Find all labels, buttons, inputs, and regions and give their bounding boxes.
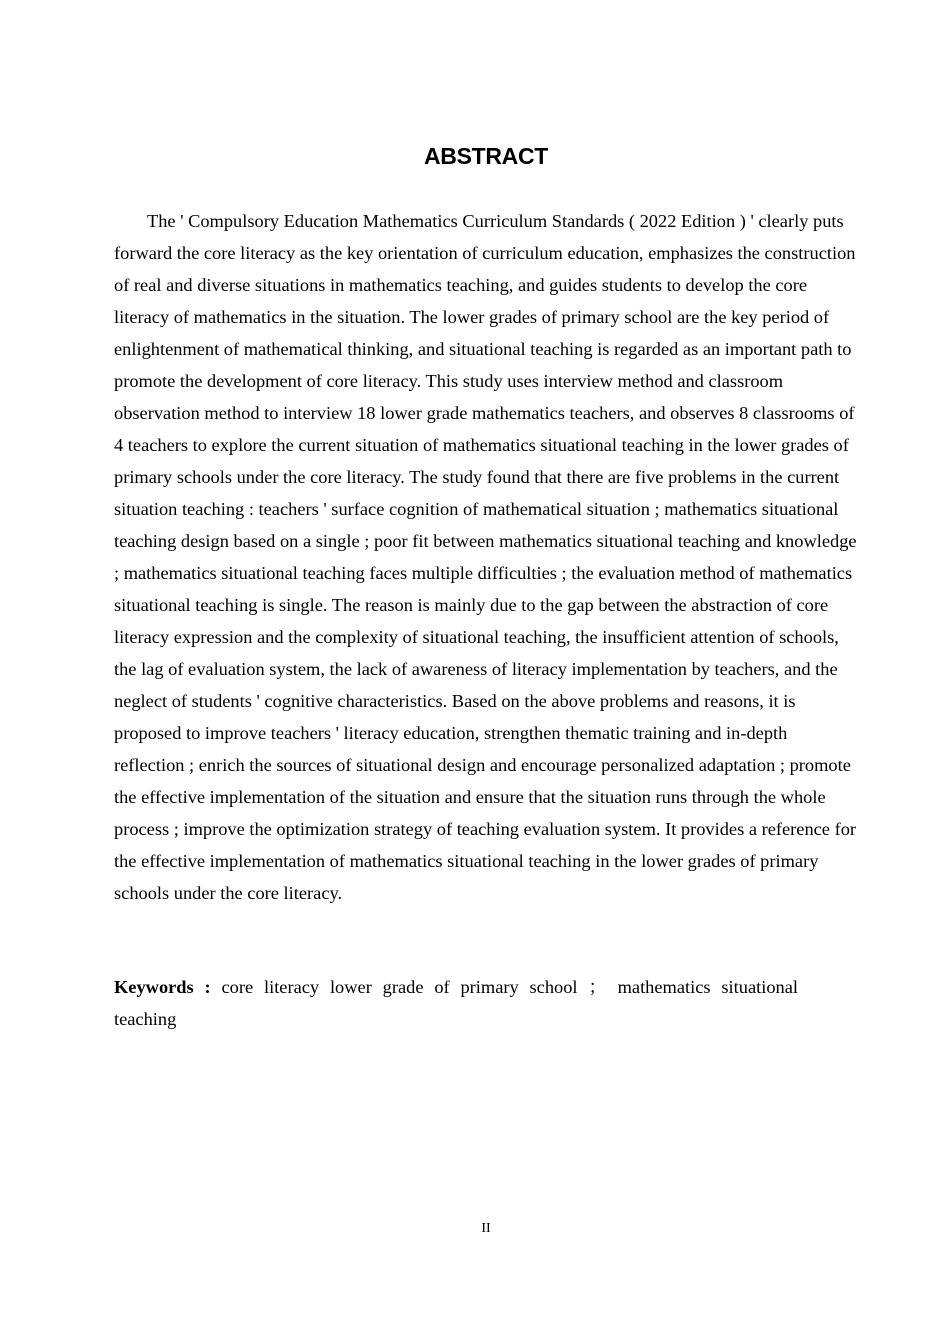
abstract-body: The ' Compulsory Education Mathematics Curriculum Standards ( 2022 Edition ) ' clearly puts forward the core literacy as the key orientation of curriculum education, emphasizes the construction of real and diverse situations in mathematics teaching, and guides students to develop the core literacy of mathematics in the situation. The lower grades of primary school are the key period of enlightenment of mathematical thinking, and situational teaching is regarded as an important path to promote the development of core literacy. This study uses interview method and classroom observation method to interview 18 lower grade mathematics teachers, and observes 8 classrooms of 4 teachers to explore the current situation of mathematics situational teaching in the lower grades of primary schools under the core literacy. The study found that there are five problems in the current situation teaching : teachers ' surface cognition of mathematical situation ; mathematics situational teaching design based on a single ; poor fit between mathematics situational teaching and knowledge ; mathematics situational teaching faces multiple difficulties ; the evaluation method of mathematics situational teaching is single. The reason is mainly due to the gap between the abstraction of core literacy expression and the complexity of situational teaching, the insufficient attention of schools, the lag of evaluation system, the lack of awareness of literacy implementation by teachers, and the neglect of students ' cognitive characteristics. Based on the above problems and reasons, it is proposed to improve teachers ' literacy education, strengthen thematic training and in-depth reflection ; enrich the sources of situational design and encourage personalized adaptation ; promote the effective implementation of the situation and ensure that the situation runs through the whole process ; improve the optimization strategy of teaching evaluation system. It provides a reference for the effective implementation of mathematics situational teaching in the lower grades of primary schools under the core literacy. [114, 211, 857, 903]
keywords-line [114, 971, 798, 1035]
keywords-values: core literacy lower grade of primary school ； mathematics situational teaching [114, 977, 798, 1029]
abstract-title: ABSTRACT [423, 143, 549, 169]
keywords-label: Keywords : [114, 977, 211, 997]
page-number: II [481, 1221, 491, 1236]
